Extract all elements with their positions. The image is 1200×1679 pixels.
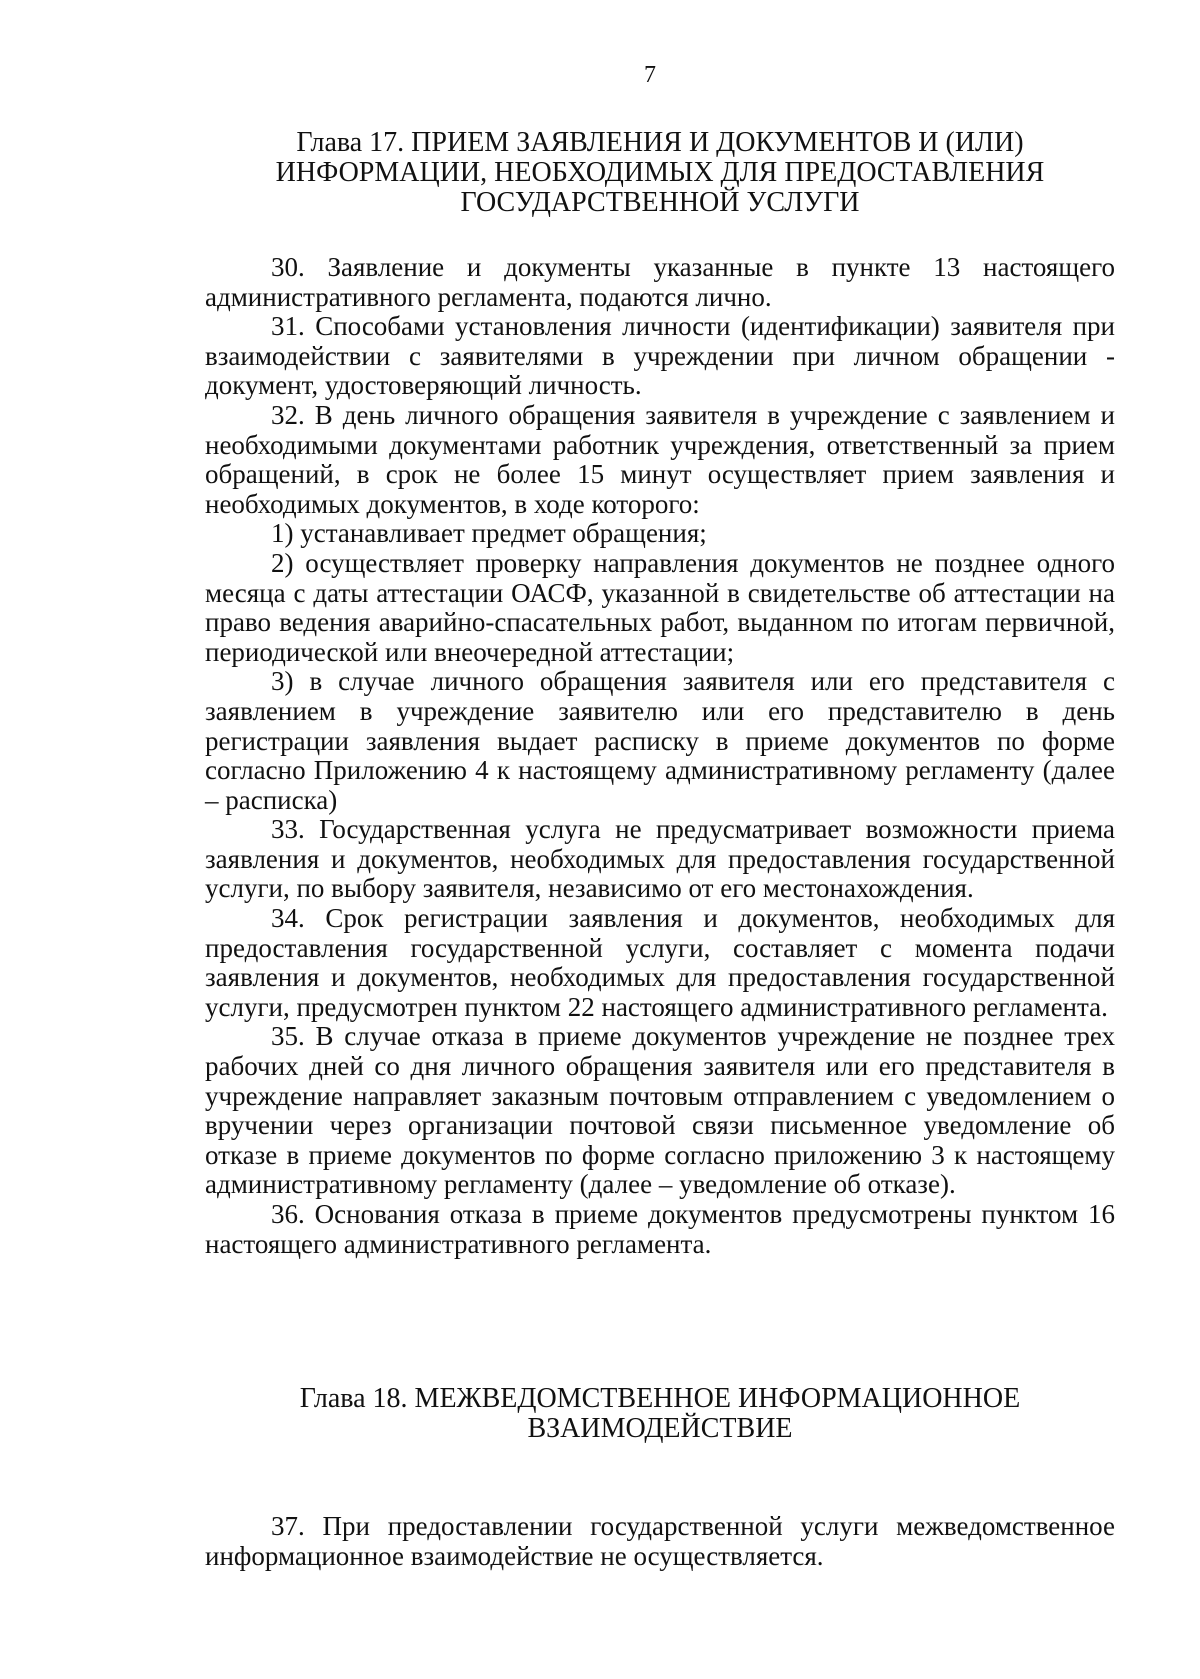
page-number: 7 xyxy=(644,62,656,88)
list-item-3: 3) в случае личного обращения заявителя или его представителя с заявлением в учреждение заявителю или его представителю в день регистрации заявления выдает расписку в приеме документов по форме согласно Приложению 4 к настоящему административному регламенту (далее – расписка) xyxy=(205,666,1115,815)
paragraph-30: 30. Заявление и документы указанные в пункте 13 настоящего административного регламента, подаются лично. xyxy=(205,252,1115,312)
paragraph-35: 35. В случае отказа в приеме документов учреждение не позднее трех рабочих дней со дня личного обращения заявителя или его представителя в учреждение направляет заказным почтовым отправлением с уведомлением о вручении через организации почтовой связи письменное уведомление об отказе в приеме документов по форме согласно приложению 3 к настоящему административному регламенту (далее – уведомление об отказе). xyxy=(205,1021,1115,1200)
chapter-title-line: ГОСУДАРСТВЕННОЙ УСЛУГИ xyxy=(460,187,860,218)
paragraph-37: 37. При предоставлении государственной услуги межведомственное информационное взаимодействие не осуществляется. xyxy=(205,1511,1115,1571)
list-item-1: 1) устанавливает предмет обращения; xyxy=(271,518,707,549)
list-item-2: 2) осуществляет проверку направления документов не позднее одного месяца с даты аттестации ОАСФ, указанной в свидетельстве об аттестации на право ведения аварийно-спасательных работ, выданном по итогам первичной, периодической или внеочередной аттестации; xyxy=(205,547,1115,667)
chapter-title-line: Глава 17. ПРИЕМ ЗАЯВЛЕНИЯ И ДОКУМЕНТОВ И (ИЛИ) xyxy=(296,127,1024,158)
chapter-18-title xyxy=(205,1384,1115,1444)
chapter-18-body xyxy=(205,1512,1115,1571)
paragraph-33: 33. Государственная услуга не предусматривает возможности приема заявления и документов, необходимых для предоставления государственной услуги, по выбору заявителя, независимо от его местонахождения. xyxy=(205,814,1115,904)
chapter-17-body xyxy=(205,253,1115,1259)
paragraph-34: 34. Срок регистрации заявления и документов, необходимых для предоставления государственной услуги, составляет с момента подачи заявления и документов, необходимых для предоставления государственной услуги, предусмотрен пунктом 22 настоящего административного регламента. xyxy=(205,903,1115,1022)
paragraph-36: 36. Основания отказа в приеме документов предусмотрены пунктом 16 настоящего административного регламента. xyxy=(205,1199,1115,1259)
chapter-title-line: ИНФОРМАЦИИ, НЕОБХОДИМЫХ ДЛЯ ПРЕДОСТАВЛЕНИЯ xyxy=(275,157,1045,188)
chapter-title-line: ВЗАИМОДЕЙСТВИЕ xyxy=(527,1413,793,1444)
chapter-title-line: Глава 18. МЕЖВЕДОМСТВЕННОЕ ИНФОРМАЦИОННОЕ xyxy=(299,1383,1021,1414)
paragraph-31: 31. Способами установления личности (идентификации) заявителя при взаимодействии с заявителями в учреждении при личном обращении - документ, удостоверяющий личность. xyxy=(205,311,1115,401)
paragraph-32: 32. В день личного обращения заявителя в учреждение с заявлением и необходимыми документами работник учреждения, ответственный за прием обращений, в срок не более 15 минут осуществляет прием заявления и необходимых документов, в ходе которого: xyxy=(205,399,1115,519)
chapter-17-title xyxy=(205,128,1115,218)
